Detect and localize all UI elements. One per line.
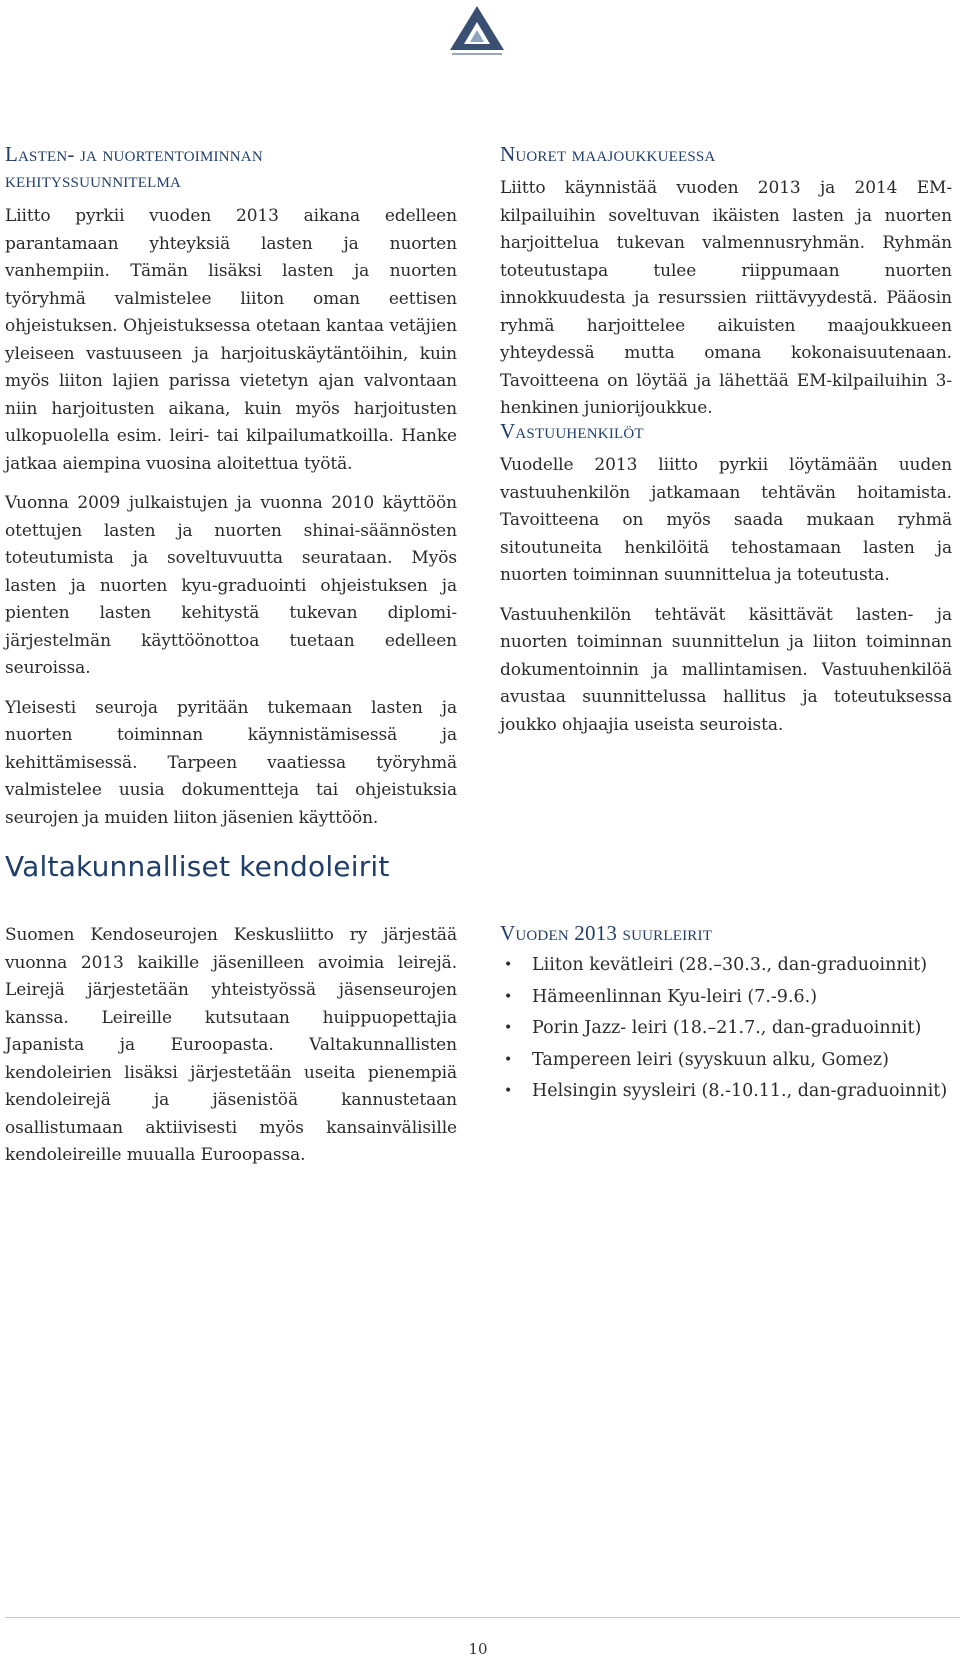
list-item: • Liiton kevätleiri (28.–30.3., dan-graduoinnit) xyxy=(500,950,952,982)
national-team-section xyxy=(500,141,952,435)
bullet-icon: • xyxy=(504,1083,513,1099)
camps-title: Valtakunnalliset kendoleirit xyxy=(5,850,390,883)
responsible-persons-section xyxy=(500,418,952,751)
paragraph: Vastuuhenkilön tehtävät käsittävät lasten- ja nuorten toiminnan suunnittelun ja liiton toiminnan dokumentoinnin ja mallintamisen. Vastuuhenkilöä avustaa suunnittelussa hallitus ja toteutuksessa joukko ohjaajia useista seuroista. xyxy=(500,604,952,735)
section-heading-national-team: Nuoret maajoukkueessa xyxy=(500,142,716,166)
bullet-icon: • xyxy=(504,988,513,1005)
youth-development-section xyxy=(5,141,457,844)
section-heading-camps: Vuoden 2013 suurleirit xyxy=(500,921,713,945)
camps-list xyxy=(500,950,952,1108)
list-item: • Hämeenlinnan Kyu-leiri (7.-9.6.) xyxy=(500,982,952,1014)
section-heading-responsible: Vastuuhenkilöt xyxy=(500,419,644,443)
list-item: • Tampereen leiri (syyskuun alku, Gomez) xyxy=(500,1045,952,1077)
paragraph: Liitto käynnistää vuoden 2013 ja 2014 EM-kilpailuihin soveltuvan ikäisten lasten ja nuorten harjoittelua tukevan valmennusryhmän. Ryhmän toteutustapa tulee riippumaan nuorten innokkuudesta ja resurssien riittävyydestä. Pääosin ryhmä harjoittelee aikuisten maajoukkueen yhteydessä mutta omana kokonaisuutenaan. Tavoitteena on löytää ja lähettää EM-kilpailuihin 3-henkinen juniorijoukkue. xyxy=(500,178,952,418)
paragraph: Yleisesti seuroja pyritään tukemaan lasten ja nuorten toiminnan käynnistämisessä ja kehittämisessä. Tarpeen vaatiessa työryhmä valmistelee uusia dokumentteja tai ohjeistuksia seurojen ja muiden liiton jäsenien käyttöön. xyxy=(5,697,457,828)
section-heading-youth-plan: Lasten- ja nuortentoiminnan kehityssuunnitelma xyxy=(5,142,263,192)
paragraph: Vuonna 2009 julkaistujen ja vuonna 2010 käyttöön otettujen lasten ja nuorten shinai-säännösten toteutumista ja soveltuvuutta seurataan. Myös lasten ja nuorten kyu-graduointi ohjeistuksen ja pienten lasten kehitystä tukevan diplomi-järjestelmän käyttöönottoa tuetaan edelleen seuroissa. xyxy=(5,493,457,678)
page-number: 10 xyxy=(468,1640,488,1658)
paragraph: Liitto pyrkii vuoden 2013 aikana edelleen parantamaan yhteyksiä lasten ja nuorten vanhempiin. Tämän lisäksi lasten ja nuorten työryhmä valmistelee liiton oman eettisen ohjeistuksen. Ohjeistuksessa otetaan kantaa vetäjien yleiseen vastuuseen ja harjoituskäytäntöihin, kuin myös liiton lajien parissa vietetyn ajan valvontaan niin harjoitusten aikana, kuin myös harjoitusten ulkopuolella esim. leiri- tai kilpailumatkoilla. Hanke jatkaa aiempina vuosina aloitettua työtä. xyxy=(5,206,457,474)
bullet-icon: • xyxy=(504,957,513,973)
bullet-icon: • xyxy=(504,1020,513,1036)
camps-list-section xyxy=(500,920,952,1108)
association-logo xyxy=(446,4,508,58)
paragraph: Suomen Kendoseurojen Keskusliitto ry järjestää vuonna 2013 kaikille jäsenilleen avoimia leirejä. Leirejä järjestetään yhteistyössä jäsenseurojen kanssa. Leireille kutsutaan huippuopettajia Japanista ja Euroopasta. Valtakunnallisten kendoleirien lisäksi järjestetään useita pienempiä kendoleirejä ja jäsenistöä kannustetaan osallistumaan aktiivisesti myös kansainvälisille kendoleireille muualla Euroopassa. xyxy=(5,925,457,1165)
bullet-icon: • xyxy=(504,1051,513,1068)
paragraph: Vuodelle 2013 liitto pyrkii löytämään uuden vastuuhenkilön jatkamaan tehtävän hoitamista. Tavoitteena on myös saada mukaan ryhmä sitoutuneita henkilöitä tehostamaan lasten ja nuorten toiminnan suunnittelua ja toteutusta. xyxy=(500,455,952,585)
camps-intro xyxy=(5,922,457,1182)
list-item: • Porin Jazz- leiri (18.–21.7., dan-graduoinnit) xyxy=(500,1013,952,1045)
list-item: • Helsingin syysleiri (8.-10.11., dan-graduoinnit) xyxy=(500,1076,952,1108)
triangle-logo-icon xyxy=(446,4,508,58)
footer-divider xyxy=(5,1617,960,1618)
